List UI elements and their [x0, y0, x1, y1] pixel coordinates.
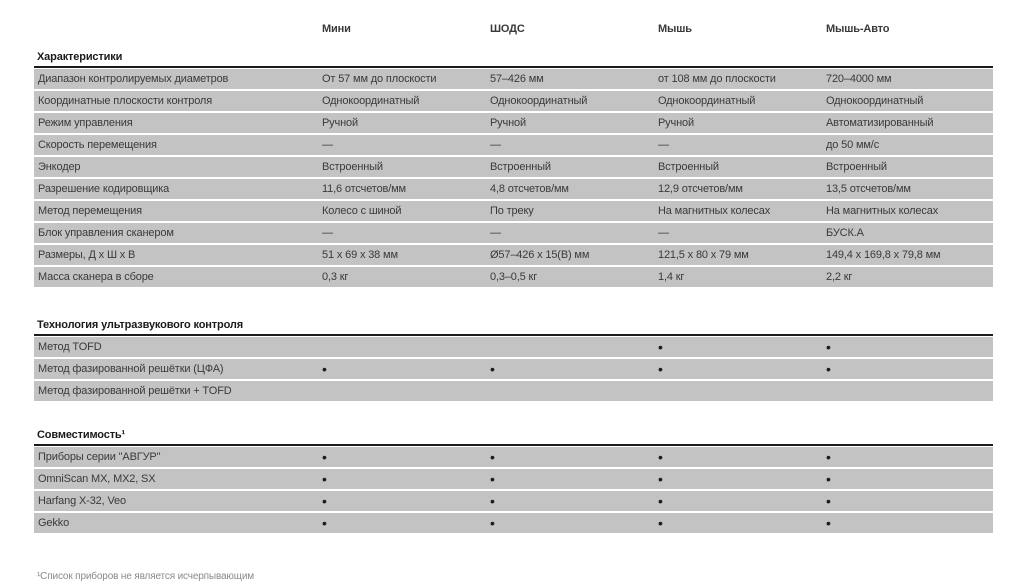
row-label: Метод TOFD: [38, 341, 102, 353]
table-row: [34, 447, 993, 467]
table-row: [34, 491, 993, 511]
row-label: Gekko: [38, 517, 70, 529]
comparison-table: [34, 0, 993, 533]
cell-value: —: [322, 139, 333, 151]
cell-value: Ø57–426 x 15(В) мм: [490, 249, 590, 261]
row-label: OmniScan MX, MX2, SX: [38, 473, 156, 485]
cell-value: —: [490, 139, 501, 151]
section-rows: [34, 447, 993, 533]
cell-value: Автоматизированный: [826, 117, 934, 129]
table-section: [34, 429, 993, 533]
table-row: [34, 381, 993, 401]
cell-value: 11,6 отсчетов/мм: [322, 183, 406, 195]
feature-bullet: •: [658, 514, 663, 531]
row-label: Масса сканера в сборе: [38, 271, 154, 283]
cell-value: 720–4000 мм: [826, 73, 892, 85]
cell-value: По треку: [490, 205, 534, 217]
cell-value: Ручной: [490, 117, 527, 129]
row-label: Энкодер: [38, 161, 81, 173]
cell-value: Ручной: [658, 117, 695, 129]
cell-value: —: [490, 227, 501, 239]
table-row: [34, 359, 993, 379]
table-row: [34, 245, 993, 265]
feature-bullet: •: [826, 470, 831, 487]
cell-value: БУСК.А: [826, 227, 864, 239]
feature-bullet: •: [490, 492, 495, 509]
cell-value: Однокоординатный: [826, 95, 924, 107]
table-section: [34, 51, 993, 287]
feature-bullet: •: [658, 448, 663, 465]
cell-value: Однокоординатный: [322, 95, 420, 107]
table-row: [34, 113, 993, 133]
row-label: Диапазон контролируемых диаметров: [38, 73, 229, 85]
feature-bullet: •: [658, 338, 663, 355]
feature-bullet: •: [490, 448, 495, 465]
feature-bullet: •: [322, 492, 327, 509]
row-label: Разрешение кодировщика: [38, 183, 170, 195]
products-header-row: [34, 0, 993, 39]
feature-bullet: •: [658, 360, 663, 377]
product-column-header: Мышь-Авто: [826, 23, 890, 35]
cell-value: —: [322, 227, 333, 239]
cell-value: На магнитных колесах: [658, 205, 771, 217]
feature-bullet: •: [826, 492, 831, 509]
feature-bullet: •: [322, 448, 327, 465]
cell-value: Встроенный: [490, 161, 551, 173]
cell-value: Однокоординатный: [490, 95, 588, 107]
cell-value: Встроенный: [322, 161, 383, 173]
cell-value: —: [658, 227, 669, 239]
row-label: Координатные плоскости контроля: [38, 95, 213, 107]
cell-value: —: [658, 139, 669, 151]
cell-value: Однокоординатный: [658, 95, 756, 107]
section-title: Технология ультразвукового контроля: [34, 319, 993, 336]
row-label: Скорость перемещения: [38, 139, 157, 151]
feature-bullet: •: [490, 360, 495, 377]
cell-value: Ручной: [322, 117, 359, 129]
feature-bullet: •: [490, 514, 495, 531]
table-row: [34, 469, 993, 489]
feature-bullet: •: [826, 360, 831, 377]
cell-value: 1,4 кг: [658, 271, 685, 283]
row-label: Метод фазированной решётки + TOFD: [38, 385, 232, 397]
table-row: [34, 91, 993, 111]
table-row: [34, 337, 993, 357]
cell-value: 4,8 отсчетов/мм: [490, 183, 569, 195]
row-label: Размеры, Д х Ш х В: [38, 249, 136, 261]
feature-bullet: •: [826, 448, 831, 465]
table-row: [34, 69, 993, 89]
table-row: [34, 201, 993, 221]
row-label: Harfang X-32, Veo: [38, 495, 126, 507]
table-row: [34, 267, 993, 287]
cell-value: 0,3–0,5 кг: [490, 271, 538, 283]
cell-value: 149,4 x 169,8 x 79,8 мм: [826, 249, 941, 261]
cell-value: Колесо с шиной: [322, 205, 402, 217]
table-row: [34, 223, 993, 243]
table-row: [34, 157, 993, 177]
feature-bullet: •: [826, 338, 831, 355]
cell-value: 0,3 кг: [322, 271, 349, 283]
section-title: Характеристики: [34, 51, 993, 68]
cell-value: От 57 мм до плоскости: [322, 73, 437, 85]
cell-value: Встроенный: [826, 161, 887, 173]
feature-bullet: •: [826, 514, 831, 531]
table-row: [34, 179, 993, 199]
section-title: Совместимость¹: [34, 429, 993, 446]
row-label: Блок управления сканером: [38, 227, 174, 239]
row-label: Приборы серии "АВГУР": [38, 451, 161, 463]
row-label: Метод фазированной решётки (ЦФА): [38, 363, 224, 375]
row-label: Метод перемещения: [38, 205, 142, 217]
table-section: [34, 319, 993, 401]
section-rows: [34, 69, 993, 287]
cell-value: 13,5 отсчетов/мм: [826, 183, 911, 195]
product-column-header: Мини: [322, 23, 351, 35]
cell-value: 12,9 отсчетов/мм: [658, 183, 743, 195]
cell-value: 57–426 мм: [490, 73, 544, 85]
cell-value: Встроенный: [658, 161, 719, 173]
product-column-header: ШОДС: [490, 23, 525, 35]
feature-bullet: •: [658, 470, 663, 487]
cell-value: На магнитных колесах: [826, 205, 939, 217]
row-label: Режим управления: [38, 117, 133, 129]
products-header-spacer: [34, 19, 322, 39]
feature-bullet: •: [490, 470, 495, 487]
cell-value: до 50 мм/с: [826, 139, 880, 151]
table-row: [34, 513, 993, 533]
footnote: ¹Список приборов не является исчерпывающим: [37, 571, 255, 582]
product-column-header: Мышь: [658, 23, 692, 35]
table-row: [34, 135, 993, 155]
feature-bullet: •: [322, 514, 327, 531]
cell-value: 51 x 69 x 38 мм: [322, 249, 398, 261]
feature-bullet: •: [322, 470, 327, 487]
cell-value: от 108 мм до плоскости: [658, 73, 776, 85]
cell-value: 121,5 x 80 x 79 мм: [658, 249, 749, 261]
feature-bullet: •: [322, 360, 327, 377]
feature-bullet: •: [658, 492, 663, 509]
section-rows: [34, 337, 993, 401]
cell-value: 2,2 кг: [826, 271, 853, 283]
